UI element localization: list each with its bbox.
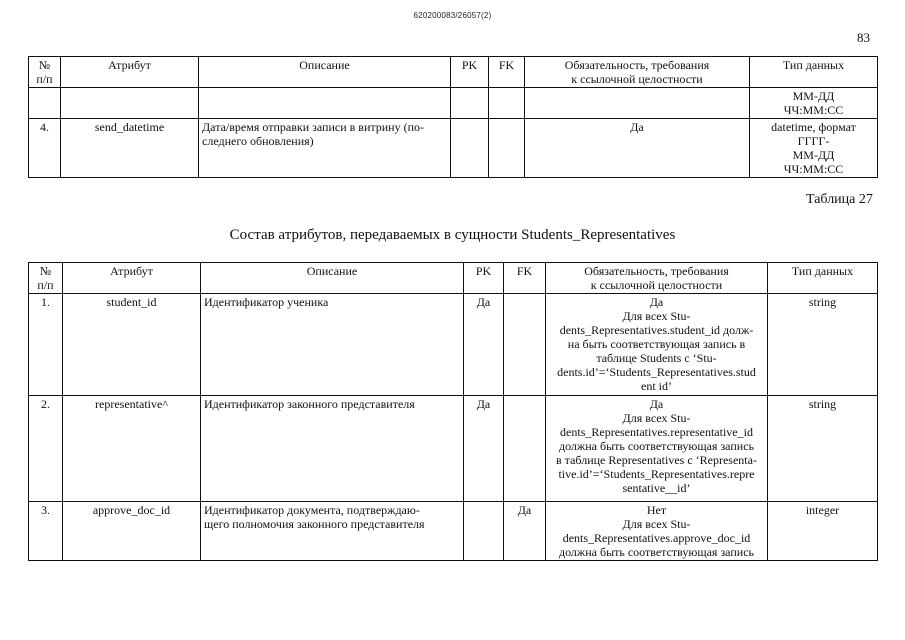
cell-pk — [451, 119, 489, 178]
cell-required-line: dents_Representatives.student_id долж- — [559, 323, 754, 337]
cell-required — [525, 119, 750, 178]
col-header-required: Обязательность, требования к ссылочной целостности — [525, 57, 750, 88]
cell-required-line: sentative__id’ — [622, 481, 691, 495]
cell-attribute: send_datetime — [61, 119, 199, 178]
cell-fk — [489, 119, 525, 178]
cell-fk — [504, 396, 546, 502]
cell-required-line: ent id’ — [641, 379, 672, 393]
col-header-num: № п/п — [29, 263, 63, 294]
cell-attribute: approve_doc_id — [63, 502, 201, 561]
cell-num: 2. — [29, 396, 63, 502]
table-label: Таблица 27 — [806, 192, 873, 207]
cell-required-line: dents_Representatives.representative_id — [560, 425, 753, 439]
header-row — [29, 263, 878, 294]
cell-fk — [504, 294, 546, 396]
table-row — [29, 396, 878, 502]
cell-required-line: dents.id’=‘Students_Representatives.stud — [557, 365, 756, 379]
cell-datatype-line: ЧЧ:ММ:СС — [783, 162, 844, 176]
cell-datatype-line: string — [808, 295, 837, 309]
cell-num — [29, 88, 61, 119]
cell-required-line: Для всех Stu- — [622, 517, 691, 531]
cell-required-line: таблице Students с ‘Stu- — [596, 351, 717, 365]
cell-description — [201, 294, 464, 396]
cell-datatype-line: string — [808, 397, 837, 411]
cell-datatype-line: ГГГГ‑ — [797, 134, 830, 148]
cell-fk — [489, 88, 525, 119]
cell-required-line: dents_Representatives.approve_doc_id — [562, 531, 751, 545]
cell-description-line: Идентификатор документа, подтверждаю- — [204, 503, 420, 517]
cell-required-line: Для всех Stu- — [622, 411, 691, 425]
cell-required-line: на быть соответствующая запись в — [567, 337, 746, 351]
table-row — [29, 119, 878, 178]
document-code: 620200083/26057(2) — [413, 11, 492, 20]
cell-num: 1. — [29, 294, 63, 396]
table-row — [29, 294, 878, 396]
cell-num: 3. — [29, 502, 63, 561]
col-header-datatype: Тип данных — [768, 263, 878, 294]
cell-required-line: в таблице Representatives с ‘Representa- — [556, 453, 757, 467]
cell-datatype-line: ЧЧ:ММ:СС — [783, 103, 844, 117]
cell-required-line: Да — [649, 295, 664, 309]
col-header-fk: FK — [489, 57, 525, 88]
cell-pk — [451, 88, 489, 119]
cell-required-line: Нет — [646, 503, 667, 517]
cell-datatype-line: ММ-ДД — [792, 148, 835, 162]
cell-description — [199, 119, 451, 178]
col-header-pk: PK — [451, 57, 489, 88]
cell-description — [201, 502, 464, 561]
cell-description-line: Идентификатор законного представителя — [204, 397, 415, 411]
continuation-table — [28, 56, 878, 178]
cell-pk: Да — [464, 396, 504, 502]
col-header-description: Описание — [201, 263, 464, 294]
cell-datatype — [750, 119, 878, 178]
col-header-attribute: Атрибут — [61, 57, 199, 88]
cell-datatype — [768, 502, 878, 561]
cell-datatype-line: integer — [805, 503, 840, 517]
cell-required-line: Да — [649, 397, 664, 411]
attributes-table — [28, 262, 878, 561]
page-number: 83 — [857, 30, 870, 45]
cell-description-line: щего полномочия законного представителя — [204, 517, 425, 531]
cell-attribute — [61, 88, 199, 119]
cell-required — [546, 396, 768, 502]
cell-pk — [464, 502, 504, 561]
col-header-fk: FK — [504, 263, 546, 294]
cell-description-line: Идентификатор ученика — [204, 295, 329, 309]
cell-required — [546, 294, 768, 396]
table-caption: Состав атрибутов, передаваемых в сущности Students_Representatives — [229, 227, 676, 243]
col-header-required: Обязательность, требования к ссылочной целостности — [546, 263, 768, 294]
table-row — [29, 502, 878, 561]
cell-required-line: Да — [630, 120, 644, 134]
col-header-datatype: Тип данных — [750, 57, 878, 88]
cell-description-line: следнего обновления) — [202, 134, 314, 148]
col-header-description: Описание — [199, 57, 451, 88]
cell-attribute: student_id — [63, 294, 201, 396]
cell-datatype-line: ММ-ДД — [792, 89, 835, 103]
cell-required-line: должна быть соответствующая запись — [558, 439, 754, 453]
cell-datatype-line: datetime, формат — [771, 120, 856, 134]
cell-fk: Да — [504, 502, 546, 561]
cell-datatype — [768, 294, 878, 396]
col-header-pk: PK — [464, 263, 504, 294]
cell-num: 4. — [29, 119, 61, 178]
cell-datatype — [768, 396, 878, 502]
cell-required-line: Для всех Stu- — [622, 309, 691, 323]
col-header-num: № п/п — [29, 57, 61, 88]
cell-datatype — [750, 88, 878, 119]
cell-required-line: должна быть соответствующая запись — [558, 545, 754, 559]
cell-required — [525, 88, 750, 119]
cell-required-line: tive.id’=‘Students_Representatives.repre — [558, 467, 755, 481]
table-row — [29, 88, 878, 119]
cell-pk: Да — [464, 294, 504, 396]
cell-description — [201, 396, 464, 502]
cell-description-line: Дата/время отправки записи в витрину (по- — [202, 120, 425, 134]
cell-required — [546, 502, 768, 561]
cell-attribute: representative^ — [63, 396, 201, 502]
cell-description — [199, 88, 451, 119]
col-header-attribute: Атрибут — [63, 263, 201, 294]
header-row — [29, 57, 878, 88]
